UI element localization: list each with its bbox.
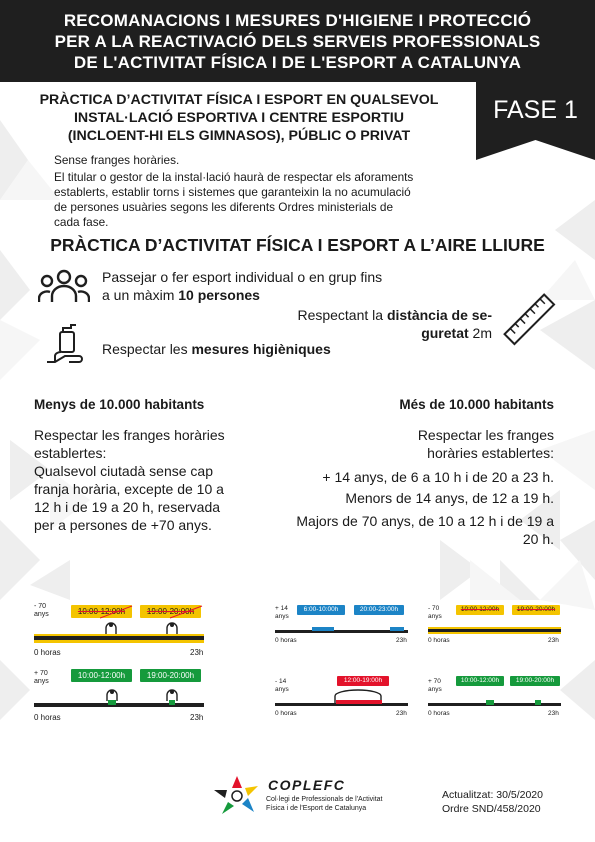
right-p1-line-2: horàries establertes: <box>427 445 554 461</box>
left-column-p1 <box>34 426 264 462</box>
timeline-b-anys: anys <box>34 678 49 685</box>
left-column-p2 <box>34 462 264 534</box>
right-list-item-1: + 14 anys, de 6 a 10 h i de 20 a 23 h. <box>322 469 554 485</box>
timeline-b-group <box>34 670 49 686</box>
timeline-d-age: - 70 <box>428 605 440 612</box>
phase-label: FASE 1 <box>493 96 578 124</box>
timeline-c-age: + 14 <box>275 605 288 612</box>
indoor-note-2-line-1: El titular o gestor de la instal·lació haurà de respectar els aforaments <box>54 170 414 184</box>
timeline-e-end: 23h <box>396 710 407 717</box>
distance-bold-1: distància de se- <box>386 307 492 323</box>
timeline-d-end: 23h <box>548 637 559 644</box>
right-column-heading: Més de 10.000 habitants <box>399 397 554 412</box>
timeline-c-end: 23h <box>396 637 407 644</box>
timeline-f-group <box>428 678 442 694</box>
indoor-title-line-2: INSTAL·LACIÓ ESPORTIVA I CENTRE ESPORTIU <box>73 110 404 126</box>
timeline-d-slot-2: 19:00-20:00h <box>512 605 560 615</box>
header-line-3: DE L'ACTIVITAT FÍSICA I DE L'ESPORT A CATALUNYA <box>73 53 522 72</box>
timeline-c-band-2 <box>390 627 404 631</box>
timeline-c-slot-2: 20:00-23:00h <box>354 605 404 615</box>
footer-meta <box>442 788 543 816</box>
timeline-a-anys: anys <box>34 611 49 618</box>
hygiene-prefix: Respectar les <box>102 341 192 357</box>
organization-line-1: Col·legi de Professionals de l'Activitat <box>266 796 383 803</box>
timeline-a-group <box>34 603 49 619</box>
timeline-b-marker-1 <box>105 689 119 701</box>
timeline-e-band <box>336 700 382 704</box>
coplefc-logo-icon <box>212 774 262 818</box>
timeline-a-slot-2: 19:00-20:00h <box>140 605 201 618</box>
ruler-icon <box>500 290 560 350</box>
header-banner <box>0 0 595 82</box>
left-p1-line-2: establertes: <box>34 445 107 461</box>
organization-name <box>266 795 383 813</box>
distance-bold-2: guretat <box>421 325 469 341</box>
group-people-icon <box>38 268 90 306</box>
timeline-e-slot-1: 12:00-19:00h <box>337 676 389 686</box>
timeline-b-axis <box>34 703 204 707</box>
timeline-f-axis <box>428 703 561 706</box>
right-list-item-2: Menors de 14 anys, de 12 a 19 h. <box>345 490 554 506</box>
timeline-f-anys: anys <box>428 686 442 693</box>
timeline-f-slot-1: 10:00-12:00h <box>456 676 504 686</box>
timeline-e-anys: anys <box>275 686 289 693</box>
timeline-d-axis <box>428 629 561 632</box>
timeline-f-band-1 <box>486 700 494 705</box>
distance-value: 2m <box>468 325 492 341</box>
updated-date: Actualitzat: 30/5/2020 <box>442 789 543 801</box>
distance-line-1 <box>230 306 492 324</box>
hand-sanitizer-icon <box>46 322 92 366</box>
outdoor-practice-title: PRÀCTICA D’ACTIVITAT FÍSICA I ESPORT A L’AIRE LLIURE <box>50 235 545 255</box>
timeline-c-slot-1: 6:00-10:00h <box>297 605 345 615</box>
timeline-a-end: 23h <box>190 648 204 657</box>
left-p2-line-2: franja horària, excepte de 10 a <box>34 481 224 497</box>
timeline-b-age: + 70 <box>34 670 48 677</box>
right-list-item-3: Majors de 70 anys, de 10 a 12 h i de 19 a <box>296 513 554 529</box>
hygiene-bold: mesures higièniques <box>191 341 331 357</box>
indoor-title-line-1: PRÀCTICA D’ACTIVITAT FÍSICA I ESPORT EN QUALSEVOL <box>39 92 439 108</box>
group-limit-prefix: a un màxim <box>102 287 179 303</box>
left-p2-line-4: per a persones de +70 anys. <box>34 517 212 533</box>
timeline-f-age: + 70 <box>428 678 441 685</box>
timeline-a-marker-1 <box>104 622 118 634</box>
timeline-c-anys: anys <box>275 613 289 620</box>
indoor-note-2-line-4: cada fase. <box>54 215 109 229</box>
timeline-d-start: 0 horas <box>428 637 450 644</box>
indoor-note-2-line-3: de persones usuàries segons les diferents Ordres ministerials de <box>54 200 393 214</box>
coplefc-logo-name: COPLEFC <box>268 777 346 793</box>
indoor-practice-title <box>14 91 464 145</box>
timeline-d-slot-1: 10:00-12:00h <box>456 605 504 615</box>
timeline-e-group <box>275 678 289 694</box>
indoor-note-1: Sense franges horàries. <box>54 153 180 167</box>
group-limit-line-1: Passejar o fer esport individual o en grup fins <box>102 269 383 285</box>
right-column-p1 <box>352 426 554 462</box>
timeline-e-age: - 14 <box>275 678 287 685</box>
timeline-b-slot-2: 19:00-20:00h <box>140 669 201 682</box>
timeline-b-end: 23h <box>190 713 204 722</box>
group-limit-count: 10 persones <box>178 287 260 303</box>
timeline-f-slot-2: 19:00-20:00h <box>510 676 560 686</box>
timeline-a-slot-1: 10:00-12:00h <box>71 605 132 618</box>
timeline-f-end: 23h <box>548 710 559 717</box>
order-reference: Ordre SND/458/2020 <box>442 803 541 815</box>
indoor-note-2-line-2: establerts, establir torns i sistemes que garanteixin la no acumulació <box>54 185 411 199</box>
header-line-1: RECOMANACIONS I MESURES D'HIGIENE I PROTECCIÓ <box>63 11 532 30</box>
right-list-item-3-end: 20 h. <box>522 531 554 547</box>
timeline-f-start: 0 horas <box>428 710 450 717</box>
timeline-a-start: 0 horas <box>34 648 61 657</box>
timeline-e-start: 0 horas <box>275 710 297 717</box>
right-p1-line-1: Respectar les franges <box>417 427 554 443</box>
indoor-note-2 <box>54 170 474 230</box>
hygiene-text <box>102 340 331 358</box>
timeline-b-slot-1: 10:00-12:00h <box>71 669 132 682</box>
timeline-c-group <box>275 605 289 621</box>
left-p2-line-3: 12 h i de 19 a 20 h, reservada <box>34 499 221 515</box>
timeline-a-strike-lines <box>100 600 210 640</box>
left-column-heading: Menys de 10.000 habitants <box>34 397 205 412</box>
distance-prefix: Respectant la <box>297 307 387 323</box>
left-p1-line-1: Respectar les franges horàries <box>34 427 225 443</box>
group-limit-line-2 <box>102 286 462 304</box>
left-p2-line-1: Qualsevol ciutadà sense cap <box>34 463 213 479</box>
group-limit-text <box>102 268 462 304</box>
timeline-d-group <box>428 605 442 621</box>
timeline-c-axis <box>275 630 408 633</box>
timeline-c-start: 0 horas <box>275 637 297 644</box>
organization-line-2: Física i de l'Esport de Catalunya <box>266 805 367 812</box>
timeline-b-start: 0 horas <box>34 713 61 722</box>
header-line-2: PER A LA REACTIVACIÓ DELS SERVEIS PROFESSIONALS <box>54 32 541 51</box>
timeline-a-marker-2 <box>165 622 179 634</box>
right-column-list <box>280 467 554 548</box>
timeline-a-age: - 70 <box>34 603 47 610</box>
timeline-d-anys: anys <box>428 613 442 620</box>
timeline-c-band-1 <box>312 627 334 631</box>
timeline-b-marker-2 <box>165 689 179 701</box>
timeline-f-band-2 <box>535 700 541 705</box>
distance-text <box>230 306 492 342</box>
indoor-title-line-3: (INCLOENT-HI ELS GIMNASOS), PÚBLIC O PRIVAT <box>67 128 411 144</box>
